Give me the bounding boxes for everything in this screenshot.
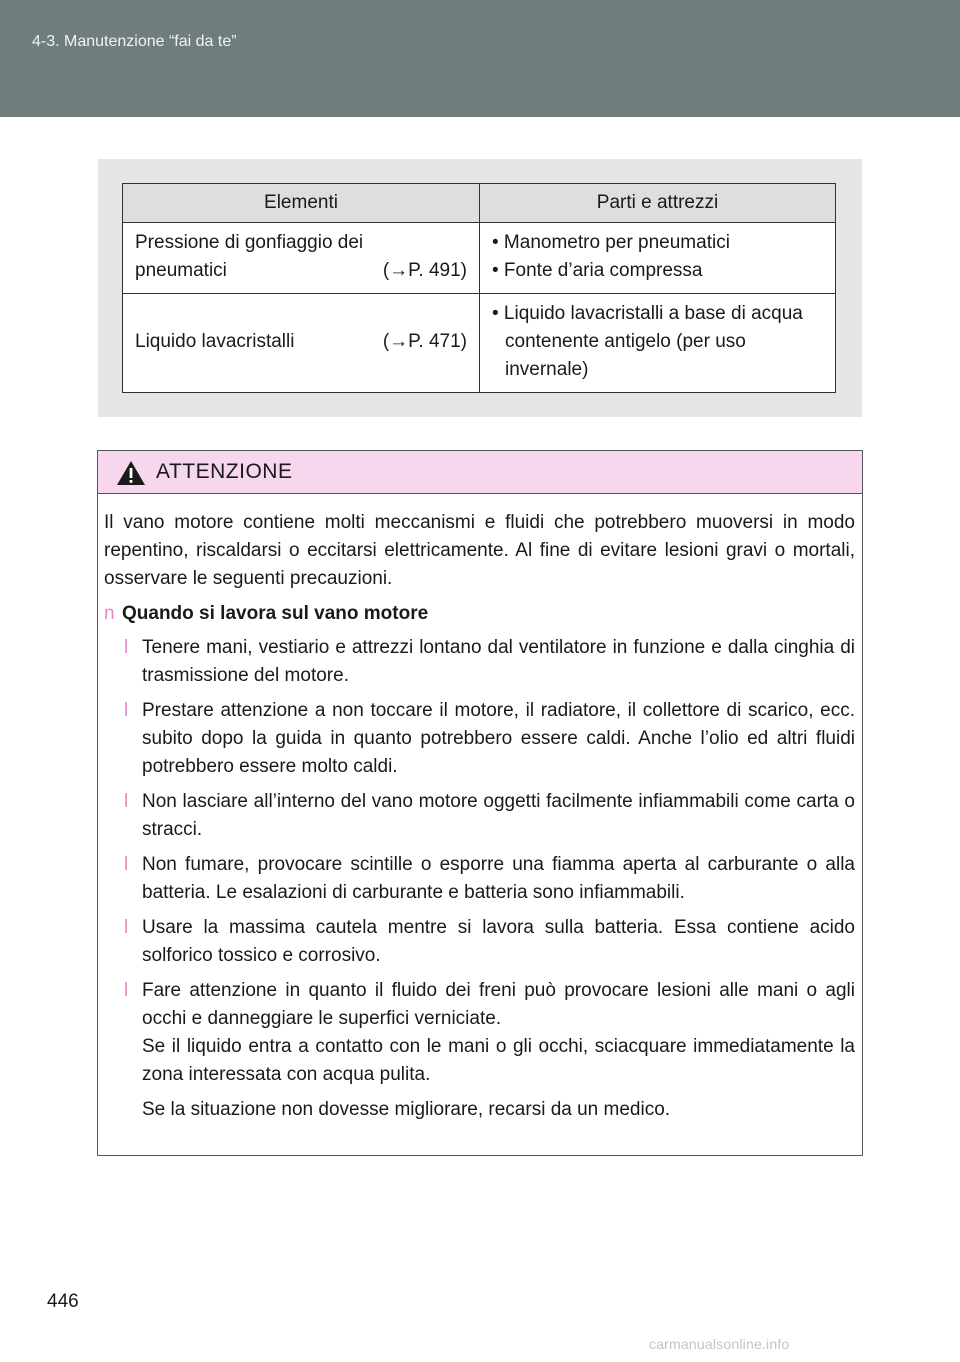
list-item: [104, 697, 855, 781]
warning-triangle-icon: [116, 460, 146, 486]
element-cell: [123, 223, 480, 294]
element-text-line2: [135, 257, 467, 285]
warning-body: [104, 509, 855, 1131]
parts-table: [122, 183, 836, 393]
bullet-marker-icon: l: [124, 917, 129, 938]
list-item: [104, 634, 855, 690]
element-text-cont: pneumatici: [135, 260, 227, 281]
bullet-marker-icon: l: [124, 980, 129, 1001]
warning-box: [97, 450, 863, 1156]
list-item: [104, 851, 855, 907]
page-header: [0, 0, 960, 117]
tool-item: • Liquido lavacristalli a base di acqua contenente antigelo (per uso invernale): [492, 303, 803, 380]
list-item-text: Prestare attenzione a non toccare il motore, il radiatore, il collettore di scarico, ecc. subito dopo la guida in quanto potrebbero essere caldi. Anche l’olio ed altri fluidi potrebbero essere molto caldi.: [142, 700, 855, 777]
subheading-marker-icon: n: [104, 603, 115, 624]
tools-cell: [480, 223, 836, 294]
table-row: [123, 294, 836, 393]
list-item-text: Non lasciare all’interno del vano motore oggetti facilmente infiammabili come carta o stracci.: [142, 791, 855, 840]
bullet-marker-icon: l: [124, 791, 129, 812]
subheading-text: Quando si lavora sul vano motore: [122, 603, 429, 624]
element-text-line: [135, 328, 467, 356]
table-header-row: [123, 184, 836, 223]
tool-item: • Manometro per pneumatici: [492, 232, 730, 253]
element-text: Pressione di gonfiaggio dei: [135, 232, 364, 253]
page-reference: (→P. 491): [382, 260, 467, 281]
bullet-marker-icon: l: [124, 637, 129, 658]
section-title: 4-3. Manutenzione “fai da te”: [32, 33, 237, 50]
list-item: [104, 788, 855, 844]
tool-item: • Fonte d’aria compressa: [492, 260, 703, 281]
tools-cell: [480, 294, 836, 393]
page-number: 446: [47, 1291, 79, 1312]
element-cell: [123, 294, 480, 393]
list-item-text-extra: Se il liquido entra a contatto con le mani o gli occhi, sciacquare immediatamente la zona interessata con acqua pulita.: [142, 1036, 855, 1085]
col-header-tools: Parti e attrezzi: [480, 184, 836, 223]
col-header-elements: Elementi: [123, 184, 480, 223]
list-item-text: Non fumare, provocare scintille o esporre una fiamma aperta al carburante o alla batteria. Le esalazioni di carburante e batteria sono infiammabili.: [142, 854, 855, 903]
bullet-marker-icon: l: [124, 854, 129, 875]
warning-subheading: [104, 600, 855, 628]
bullet-marker-icon: l: [124, 700, 129, 721]
warning-title: ATTENZIONE: [156, 460, 293, 483]
watermark: carmanualsonline.info: [649, 1336, 790, 1352]
list-item-text: Usare la massima cautela mentre si lavora sulla batteria. Essa contiene acido solforico tossico e corrosivo.: [142, 917, 855, 966]
warning-header: [98, 451, 862, 494]
list-item-text: Tenere mani, vestiario e attrezzi lontano dal ventilatore in funzione e dalla cinghia di trasmissione del motore.: [142, 637, 855, 686]
table-row: [123, 223, 836, 294]
parts-table-panel: [98, 159, 862, 417]
page-reference: (→P. 471): [382, 331, 467, 352]
list-item-text-extra: Se la situazione non dovesse migliorare, recarsi da un medico.: [142, 1099, 671, 1120]
list-item-text: Fare attenzione in quanto il fluido dei freni può provocare lesioni alle mani o agli occhi e danneggiare le superfici verniciate.: [142, 980, 855, 1029]
list-item: [104, 977, 855, 1124]
warning-intro: Il vano motore contiene molti meccanismi e fluidi che potrebbero muoversi in modo repentino, riscaldarsi o eccitarsi elettricamente. Al fine di evitare lesioni gravi o mortali, osservare le seguenti precauzioni.: [104, 512, 855, 589]
element-text: Liquido lavacristalli: [135, 331, 295, 352]
list-item: [104, 914, 855, 970]
